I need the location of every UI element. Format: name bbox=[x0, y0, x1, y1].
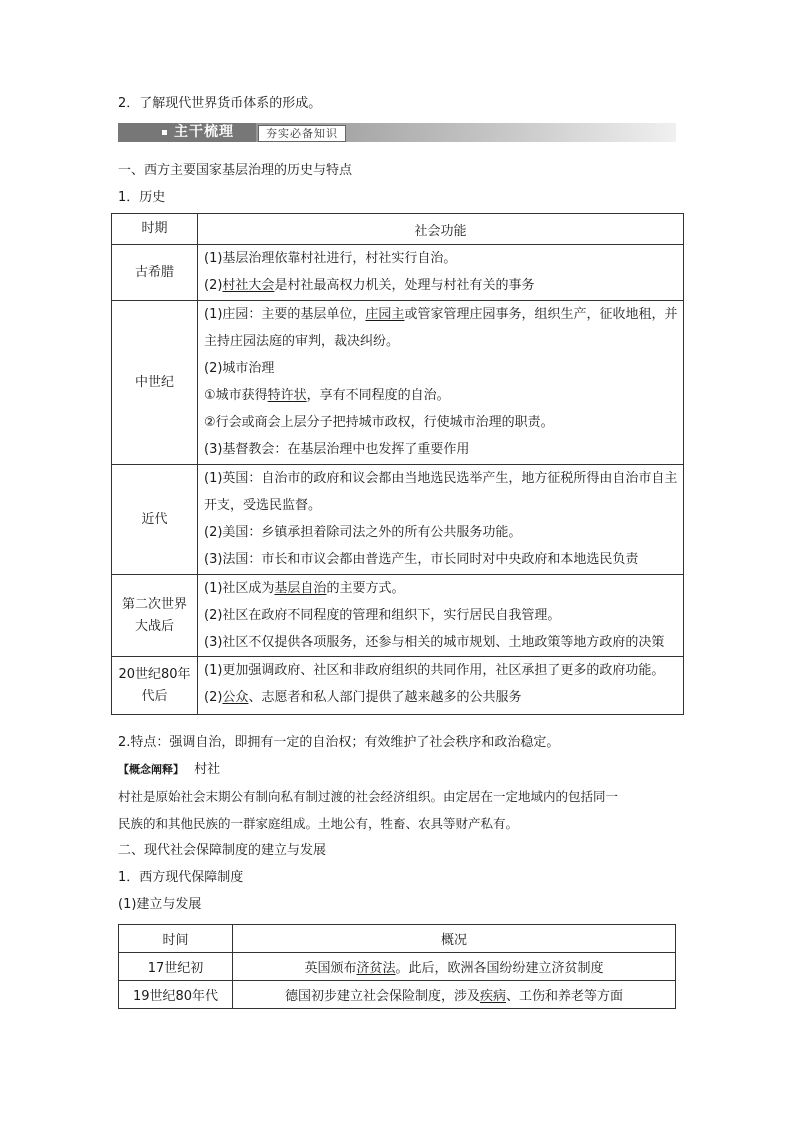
table-header-time: 时间 bbox=[119, 925, 233, 953]
period-cell: 古希腊 bbox=[112, 245, 198, 301]
function-cell bbox=[198, 245, 684, 301]
section1-sub1: 1．历史 bbox=[118, 190, 166, 205]
overview-cell: 英国颁布济贫法。此后，欧洲各国纷纷建立济贫制度 bbox=[233, 953, 676, 981]
overview-cell: 德国初步建立社会保险制度，涉及疾病、工伤和养老等方面 bbox=[233, 981, 676, 1009]
intro-item: 2．了解现代世界货币体系的形成。 bbox=[118, 96, 322, 111]
function-line: ②行会或商会上层分子把持城市政权，行使城市治理的职责。 bbox=[204, 415, 554, 430]
section2-sub1a: (1)建立与发展 bbox=[118, 897, 202, 912]
function-line: (2)社区在政府不同程度的管理和组织下，实行居民自我管理。 bbox=[204, 608, 561, 623]
underlined-term: 济贫法 bbox=[356, 961, 396, 976]
underlined-term: 疾病 bbox=[479, 989, 506, 1004]
function-line: (1)庄园：主要的基层单位，庄园主或管家管理庄园事务，组织生产，征收地租，并主持庄园法庭的审判，裁决纠纷。 bbox=[204, 307, 678, 349]
concept-body-line: 民族的和其他民族的一群家庭组成。土地公有，牲畜、农具等财产私有。 bbox=[118, 816, 519, 831]
function-line: (3)法国：市长和市议会都由普选产生，市长同时对中央政府和本地选民负责 bbox=[204, 552, 639, 567]
table-row bbox=[119, 981, 676, 1009]
table-row bbox=[112, 301, 684, 465]
function-line: (2)美国：乡镇承担着除司法之外的所有公共服务功能。 bbox=[204, 525, 522, 540]
time-cell: 17世纪初 bbox=[119, 953, 233, 981]
underlined-term: 庄园主 bbox=[365, 307, 405, 322]
table-row bbox=[112, 465, 684, 575]
function-line: ①城市获得特许状，享有不同程度的自治。 bbox=[204, 388, 450, 403]
function-line: (3)基督教会：在基层治理中也发挥了重要作用 bbox=[204, 442, 470, 457]
function-line: (1)社区成为基层自治的主要方式。 bbox=[204, 581, 405, 596]
table-row bbox=[112, 575, 684, 657]
function-cell bbox=[198, 575, 684, 657]
table-header-function: 社会功能 bbox=[198, 214, 684, 245]
function-cell bbox=[198, 657, 684, 715]
concept-tag: 【概念阐释】 bbox=[118, 763, 184, 776]
function-line: (2)村社大会是村社最高权力机关，处理与村社有关的事务 bbox=[204, 278, 535, 293]
concept-body-line: 村社是原始社会末期公有制向私有制过渡的社会经济组织。由定居在一定地域内的包括同一 bbox=[118, 789, 619, 804]
time-cell: 19世纪80年代 bbox=[119, 981, 233, 1009]
table-row bbox=[112, 657, 684, 715]
function-line: (1)英国：自治市的政府和议会都由当地选民选举产生，地方征税所得由自治市自主开支，受选民监督。 bbox=[204, 471, 678, 513]
square-bullet-icon bbox=[162, 130, 167, 135]
table-header-overview: 概况 bbox=[233, 925, 676, 953]
concept-term: 村社 bbox=[194, 762, 221, 777]
function-line: (2)城市治理 bbox=[204, 361, 275, 376]
function-line: (1)更加强调政府、社区和非政府组织的共同作用，社区承担了更多的政府功能。 bbox=[204, 663, 665, 678]
function-cell bbox=[198, 465, 684, 575]
section1-features: 2.特点：强调自治，即拥有一定的自治权；有效维护了社会秩序和政治稳定。 bbox=[118, 735, 560, 750]
underlined-term: 公众 bbox=[222, 690, 249, 705]
section-banner bbox=[118, 123, 676, 142]
function-cell bbox=[198, 301, 684, 465]
section2-heading: 二、现代社会保障制度的建立与发展 bbox=[118, 843, 327, 858]
function-line: (3)社区不仅提供各项服务，还参与相关的城市规划、土地政策等地方政府的决策 bbox=[204, 635, 665, 650]
period-cell: 中世纪 bbox=[112, 301, 198, 465]
banner-subtitle: 夯实必备知识 bbox=[258, 125, 346, 142]
history-table bbox=[111, 213, 684, 715]
underlined-term: 村社大会 bbox=[222, 278, 275, 293]
table-header-period: 时期 bbox=[112, 214, 198, 245]
table-row bbox=[119, 953, 676, 981]
period-cell: 近代 bbox=[112, 465, 198, 575]
underlined-term: 特许状 bbox=[267, 388, 307, 403]
period-cell: 第二次世界大战后 bbox=[112, 575, 198, 657]
function-line: (1)基层治理依靠村社进行，村社实行自治。 bbox=[204, 251, 457, 266]
security-table bbox=[118, 924, 676, 1009]
section1-heading: 一、西方主要国家基层治理的历史与特点 bbox=[118, 163, 353, 178]
banner-title: 主干梳理 bbox=[174, 124, 234, 140]
concept-heading bbox=[118, 761, 220, 779]
table-header-row bbox=[112, 214, 684, 245]
table-header-row bbox=[119, 925, 676, 953]
table-row bbox=[112, 245, 684, 301]
period-cell: 20世纪80年代后 bbox=[112, 657, 198, 715]
function-line: (2)公众、志愿者和私人部门提供了越来越多的公共服务 bbox=[204, 690, 522, 705]
underlined-term: 基层自治 bbox=[274, 581, 327, 596]
section2-sub1: 1．西方现代保障制度 bbox=[118, 870, 244, 885]
